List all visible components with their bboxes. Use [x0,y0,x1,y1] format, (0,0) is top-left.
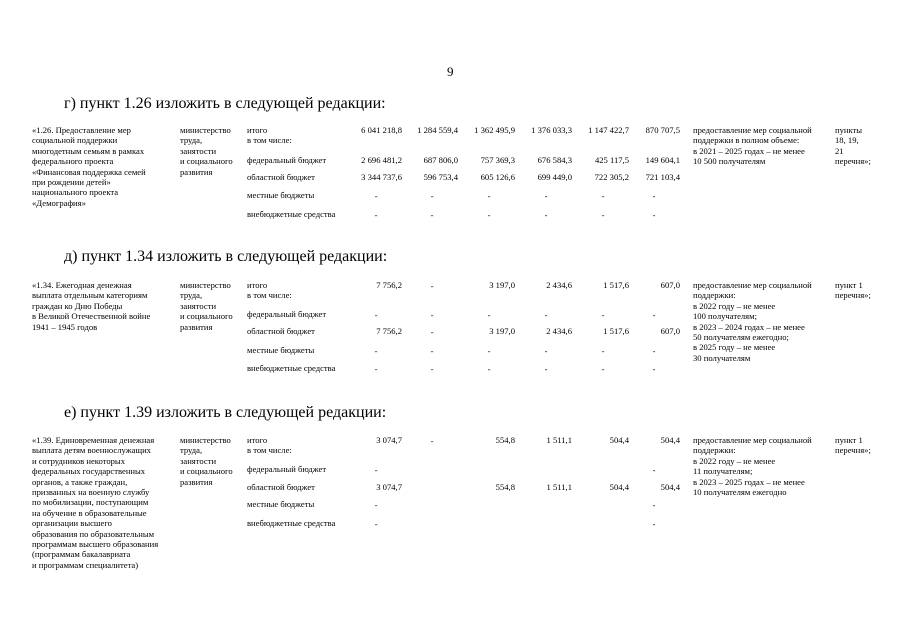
table-value: - [487,210,491,220]
indicator-reference: пункты 18, 19, 21 перечня»; [835,125,871,167]
funding-source-label: федеральный бюджет [247,155,327,165]
section-heading: г) пункт 1.26 изложить в следующей редакции: [64,95,386,112]
table-value: 757 369,3 [480,155,515,165]
funding-source-label: итого в том числе: [247,280,292,301]
table-value: 607,0 [660,280,680,290]
table-value: 1 511,1 [546,482,572,492]
funding-source-label: местные бюджеты [247,190,315,200]
table-value: 870 707,5 [645,125,680,135]
executor-cell: министерство труда, занятости и социального развития [180,435,233,487]
table-value: - [374,191,378,201]
table-value: - [652,191,656,201]
table-value: - [487,346,491,356]
indicator-reference: пункт 1 перечня»; [835,435,871,456]
table-value: 149 604,1 [645,155,680,165]
table-value: 504,4 [660,482,680,492]
table-value: - [430,281,434,291]
indicator-reference: пункт 1 перечня»; [835,280,871,301]
table-value: - [544,210,548,220]
table-value: - [374,364,378,374]
table-value: 7 756,2 [376,280,402,290]
table-value: - [652,465,656,475]
table-value: - [544,310,548,320]
table-value: 722 305,2 [594,172,629,182]
table-value: - [430,191,434,201]
table-value: - [601,364,605,374]
table-value: 3 074,7 [376,435,402,445]
funding-source-label: итого в том числе: [247,125,292,146]
funding-source-label: внебюджетные средства [247,209,336,219]
table-value: - [601,310,605,320]
table-value: - [487,364,491,374]
table-value: 605 126,6 [480,172,515,182]
table-value: - [652,519,656,529]
funding-source-label: федеральный бюджет [247,464,327,474]
table-value: 1 147 422,7 [588,125,629,135]
expected-result: предоставление мер социальной поддержки: в 2022 году – не менее 11 получателям; в 2023 – 2025 годах – не менее 10 получателям ежегодно [693,435,812,498]
table-value: 699 449,0 [537,172,572,182]
page-number: 9 [447,64,454,79]
table-value: 596 753,4 [423,172,458,182]
expected-result: предоставление мер социальной поддержки в полном объеме: в 2021 – 2025 годах – не менее 10 500 получателям [693,125,812,167]
table-value: - [374,500,378,510]
table-value: - [652,364,656,374]
funding-source-label: федеральный бюджет [247,309,327,319]
table-value: - [544,346,548,356]
table-value: - [487,310,491,320]
table-value: - [652,500,656,510]
table-value: - [374,210,378,220]
funding-source-label: внебюджетные средства [247,363,336,373]
measure-description: «1.34. Ежегодная денежная выплата отдельным категориям граждан ко Дню Победы в Великой Отечественной войне 1941 – 1945 годов [32,280,151,332]
table-value: 1 362 495,9 [474,125,515,135]
table-value: 3 197,0 [489,326,515,336]
funding-source-label: областной бюджет [247,172,315,182]
table-value: 554,8 [495,435,515,445]
funding-source-label: местные бюджеты [247,345,315,355]
table-value: 504,4 [609,482,629,492]
measure-description: «1.26. Предоставление мер социальной поддержки многодетным семьям в рамках федерального проекта «Финансовая поддержка семей при рождении детей» национального проекта «Демография» [32,125,146,208]
table-value: - [544,191,548,201]
table-value: - [374,519,378,529]
funding-source-label: местные бюджеты [247,499,315,509]
table-value: 2 434,6 [546,280,572,290]
table-value: 1 511,1 [546,435,572,445]
funding-source-label: внебюджетные средства [247,518,336,528]
table-value: 3 197,0 [489,280,515,290]
table-value: - [487,191,491,201]
table-value: 504,4 [609,435,629,445]
table-value: 1 517,6 [603,280,629,290]
table-value: - [601,210,605,220]
section-heading: е) пункт 1.39 изложить в следующей редакции: [64,404,387,421]
table-value: 607,0 [660,326,680,336]
table-value: 1 517,6 [603,326,629,336]
table-value: - [430,310,434,320]
measure-description: «1.39. Единовременная денежная выплата детям военнослужащих и сотрудников некоторых федеральных государственных органов, а также граждан, призванных на военную службу по мобилизации, поступающим на обучение в образовательные организации высшего образования по образовательным программам высшего образования (программам бакалавриата и программам специалитета) [32,435,159,570]
table-value: 7 756,2 [376,326,402,336]
table-value: - [374,310,378,320]
section-heading: д) пункт 1.34 изложить в следующей редакции: [64,248,388,265]
table-value: 1 376 033,3 [531,125,572,135]
table-value: - [430,210,434,220]
funding-source-label: областной бюджет [247,326,315,336]
table-value: - [430,436,434,446]
expected-result: предоставление мер социальной поддержки: в 2022 году – не менее 100 получателям; в 2023 – 2024 годах – не менее 50 получателям ежегодно; в 2025 году – не менее 30 получателям [693,280,812,363]
executor-cell: министерство труда, занятости и социального развития [180,280,233,332]
table-value: - [652,210,656,220]
table-value: 6 041 218,8 [361,125,402,135]
table-value: 3 074,7 [376,482,402,492]
funding-source-label: итого в том числе: [247,435,292,456]
table-value: - [374,346,378,356]
table-value: 554,8 [495,482,515,492]
table-value: - [601,191,605,201]
table-value: 1 284 559,4 [417,125,458,135]
table-value: - [544,364,548,374]
table-value: 687 806,0 [423,155,458,165]
table-value: - [374,465,378,475]
table-value: - [601,346,605,356]
table-value: 425 117,5 [594,155,629,165]
executor-cell: министерство труда, занятости и социального развития [180,125,233,177]
table-value: - [652,346,656,356]
table-value: 2 696 481,2 [361,155,402,165]
table-value: - [430,346,434,356]
table-value: - [652,310,656,320]
table-value: 721 103,4 [645,172,680,182]
table-value: 504,4 [660,435,680,445]
table-value: 2 434,6 [546,326,572,336]
funding-source-label: областной бюджет [247,482,315,492]
table-value: 3 344 737,6 [361,172,402,182]
table-value: 676 584,3 [537,155,572,165]
table-value: - [430,327,434,337]
table-value: - [430,364,434,374]
